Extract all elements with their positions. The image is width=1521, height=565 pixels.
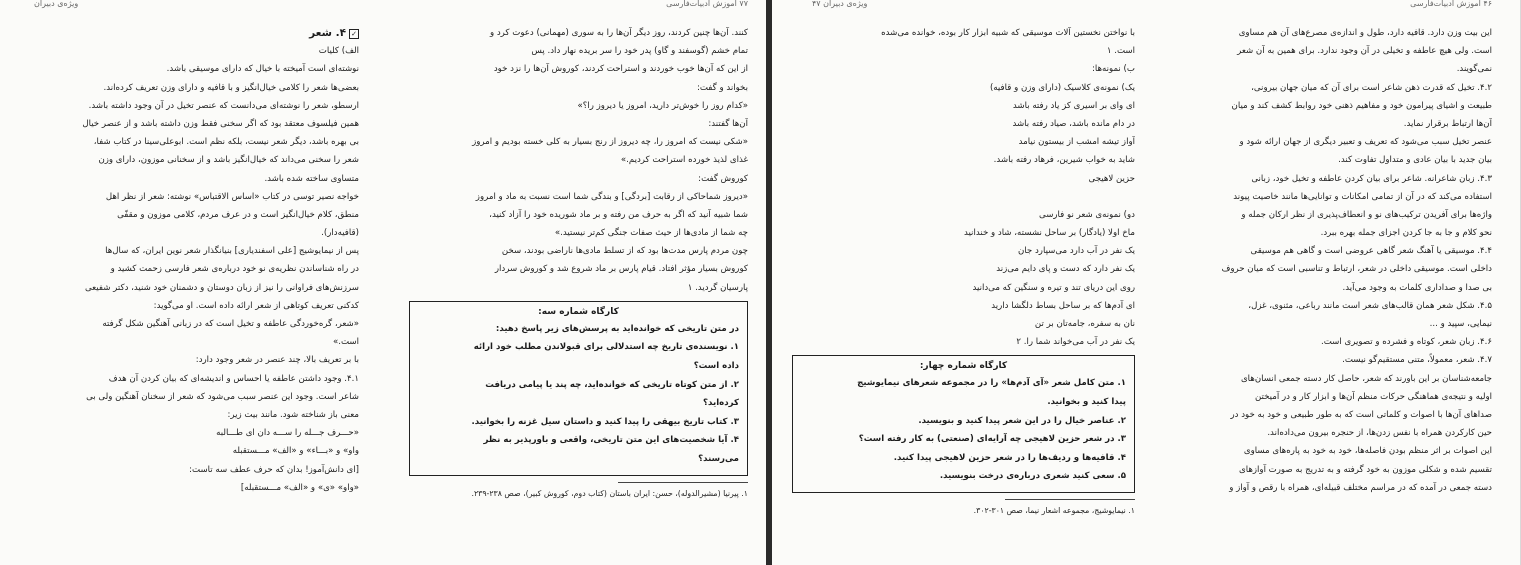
text-line: خواجه نصیر توسی در کتاب «اساس الاقتباس» نوشته: شعر از نظر اهل [105, 191, 359, 202]
text-line [792, 188, 1135, 206]
text-line: ۴.۱. وجود داشتن عاطفه یا احساس و اندیشه‌ای که بیان کردن آن هدف [108, 373, 359, 384]
text-line: ۵. سعی کنید شعری درباره‌ی درخت بنویسید. [939, 471, 1126, 482]
text-line: پس از نیمایوشیج [علی اسفندیاری] بنیانگذار شعر نوین ایران، که سال‌ها [105, 246, 359, 257]
text-line: با بر تعریف بالا، چند عنصر در شعر وجود دارد: [195, 355, 359, 366]
text-block [792, 24, 1135, 351]
text-line: واو» و «بـــاء» و «الف» مـــستقبله [232, 446, 359, 457]
text-line: آن‌ها گفتند: [708, 118, 748, 129]
text-line: عنصر تخیل سبب می‌شود که تعریف و تعبیر دیگری از جهان ارائه شود و [1239, 137, 1492, 148]
text-line: بی بهره باشد، دیگر شعر نیست، بلکه نظم است. ابوعلی‌سینا در کتاب شفا، [93, 137, 359, 148]
book-page-left-left [0, 0, 385, 565]
text-block [409, 24, 748, 297]
text-line: دسته جمعی در آمده که در مراسم مختلف قبیله‌ای، همراه با رقص و آواز و [1229, 482, 1492, 493]
book-page-left-right [385, 0, 767, 565]
section-heading: ✓۴. شعر [14, 24, 359, 42]
text-line: ۱. نویسنده‌ی تاریخ چه استدلالی برای قبولاندن مطلب خود ارائه [473, 342, 739, 353]
text-line: آن‌ها ارتباط برقرار نماید. [1403, 118, 1492, 129]
text-line: ۴. قافیه‌ها و ردیف‌ها را در شعر حزین لاهیجی پیدا کنید. [893, 452, 1126, 463]
text-line: با نواختن نخستین آلات موسیقی که شبیه ابزار کار بوده، خوانده می‌شده [881, 28, 1135, 38]
footnote-rule [618, 482, 748, 483]
text-line: نیمایی، سپید و ... [1429, 319, 1492, 329]
text-line: شاعر است. وجود این عنصر سبب می‌شود که شعر از سخنان آهنگین ولی بی [86, 391, 359, 402]
text-line: ۴.۳. زبان شاعرانه. شاعر برای بیان کردن عاطفه و تخیل خود، زبانی [1251, 173, 1492, 184]
page-header: ۴۷ ویژه‌ی دبیران [812, 0, 868, 8]
text-line: ای آدم‌ها که بر ساحل بساط دلگشا دارید [991, 300, 1135, 311]
text-line: است.» [332, 337, 359, 348]
text-line: ۴.۷. شعر، معمولاً، متنی مستقیم‌گو نیست. [1342, 355, 1492, 366]
text-line: غذای لذیذ خورده استراحت کردیم.» [620, 155, 748, 166]
text-line: «شکی نیست که امروز را، چه دیروز از رنج بسیار به کلی خسته بودیم و امروز [472, 137, 748, 148]
text-line: می‌رسند؟ [698, 453, 739, 464]
text-line: کنند. آن‌ها چنین کردند، روز دیگر آن‌ها را به سوری (مهمانی) دعوت کرد و [489, 28, 748, 38]
text-line: سرزنش‌های فراوانی را نیز از زبان دوستان و دشمنان خود شنید، دکتر شفیعی [84, 282, 359, 293]
text-line: ۲. از متن کوتاه تاریخی که خوانده‌اید، چه پند یا پیامی دریافت [485, 379, 739, 390]
text-line: «حـــرف جـــله را ســـه دان ای طـــالبه [216, 428, 359, 439]
text-block [14, 42, 359, 497]
text-line: حین کارکردن همراه با نفس زدن‌ها، از حنجره بیرون می‌داده‌اند. [1267, 428, 1492, 439]
footnote: ۱. نیمایوشیج، مجموعه اشعار نیما، صص ۳۰۱-۳۰۲. [973, 505, 1135, 515]
page-header: ۷۷ آموزش ادبیات‌فارسی [666, 0, 748, 8]
text-line: ارسطو، شعر را نوشته‌ای می‌دانست که عنصر تخیل در آن وجود داشته باشد. [88, 100, 359, 111]
text-line: منطق، کلام خیال‌انگیز است و در عرف مردم، کلامی موزون و مقفّی [117, 209, 359, 220]
text-line: تمام خشم (گوسفند و گاو) پدر خود را سر بریده نهار داد. پس [531, 46, 748, 57]
text-line: جامعه‌شناسان بر این باورند که شعر، حاصل کار دسته جمعی انسان‌های [1240, 373, 1492, 384]
text-line: اولیه و نتیجه‌ی هماهنگی حرکات منظم آن‌ها و ابزار کار و در آمیختن [1254, 391, 1492, 402]
text-line: شاید به خواب شیرین، فرهاد رفته باشد. [993, 155, 1135, 166]
text-line: بخواند و گفت: [696, 82, 748, 93]
text-line: معنی باز شناخته شود. مانند بیت زیر: [227, 409, 359, 420]
workshop-title: کارگاه شماره سه: [538, 306, 619, 317]
text-line: از این که آن‌ها خوب خوردند و استراحت کردند، کوروش آن‌ها را نزد خود [493, 64, 748, 75]
text-line: کدکنی تعریف کوتاهی از شعر ارائه داده است. او می‌گوید: [153, 300, 359, 311]
text-line: یک نفر در آب دارد می‌سپارد جان [1018, 246, 1135, 257]
workshop-box [409, 301, 748, 476]
text-line: صداهای آن‌ها با اصوات و کلماتی است که به طور طبیعی و خود به خود در [1230, 409, 1492, 420]
text-line: کوروش گفت: [698, 173, 748, 184]
text-line: ماخ اولا (یادگار) بر ساحل نشسته، شاد و خندانید [963, 228, 1135, 239]
workshop-title: کارگاه شماره چهار: [919, 361, 1008, 372]
text-line: دو) نمونه‌ی شعر نو فارسی [1039, 209, 1135, 220]
text-line: نحو کلام و جا به جا کردن اجزای جمله بهره ببرد. [1320, 228, 1492, 239]
text-line: است. ۱ [1106, 46, 1135, 57]
text-line: حزین لاهیجی [1088, 173, 1135, 184]
text-line: داده است؟ [693, 361, 739, 371]
text-line: ب) نمونه‌ها: [1091, 64, 1135, 75]
text-line: «کدام روز را خوش‌تر دارید، امروز یا دیروز را؟» [577, 100, 748, 111]
text-line: است. ولی هیچ عاطفه و تخیلی در آن وجود ندارد. برای همین به آن شعر [1237, 46, 1492, 57]
text-line: همین فیلسوف معتقد بود که اگر سخنی فقط وزن داشته باشد و از عنصر خیال [82, 118, 359, 129]
text-line: متساوی ساخته شده باشد. [264, 173, 359, 184]
text-line: شعر را سخنی می‌داند که خیال‌انگیز باشد و از سخنانی موزون، دارای وزن [98, 155, 359, 166]
text-line: در متن تاریخی که خوانده‌اید به پرسش‌های زیر پاسخ دهید: [495, 323, 739, 334]
text-line: ۴.۵. شکل شعر همان قالب‌های شعر است مانند رباعی، مثنوی، غزل، [1248, 300, 1492, 311]
text-line: یک) نمونه‌ی کلاسیک (دارای وزن و قافیه) [989, 82, 1135, 93]
text-line: بی صدا و صداداری کلمات به وجود می‌آید. [1342, 282, 1492, 293]
text-line: بعضی‌ها شعر را کلامی خیال‌انگیز و با قافیه و دارای وزن تعریف کرده‌اند. [103, 82, 359, 93]
text-line: چون مردم پارس مدت‌ها بود که از تسلط مادی‌ها ناراضی بودند، سخن [501, 246, 748, 257]
text-line: ۴. آیا شخصیت‌های این متن تاریخی، واقعی و باورپذیر به نظر [483, 435, 739, 446]
text-line: نان به سفره، جامه‌تان بر تن [1034, 319, 1135, 329]
page-header: ۴۶ آموزش ادبیات‌فارسی [1410, 0, 1492, 8]
workshop-items [801, 374, 1126, 486]
text-line: یک نفر دارد که دست و پای دایم می‌زند [996, 264, 1135, 275]
text-line: این اصوات بر اثر منظم بودن فاصله‌ها، خود به خود به پاره‌های مساوی [1243, 446, 1492, 457]
text-line: آواز تیشه امشب از بیستون نیامد [1018, 137, 1135, 148]
text-line: کوروش بسیار مؤثر افتاد. قیام پارس بر ماد شروع شد و کوروش سردار [494, 264, 748, 275]
text-line: بیان جدید با بیان عادی و متداول تفاوت کند. [1338, 155, 1492, 166]
footnote-rule [1005, 499, 1135, 500]
book-page-right-right [1157, 0, 1521, 565]
text-line: ۴.۴. موسیقی یا آهنگ شعر گاهی عروضی است و گاهی هم موسیقی [1250, 246, 1492, 257]
text-line: شما شبیه آنید که اگر به حرف من رفته و بر ماد شوریده خود را آزاد کنید، [489, 209, 748, 220]
page-header: ویژه‌ی دبیران [34, 0, 79, 8]
text-line: واژه‌ها برای آفریدن ترکیب‌های نو و انعطاف‌پذیری از نظر ارکان جمله و [1241, 209, 1492, 220]
text-line: روی این دریای تند و تیره و سنگین که می‌دانید [972, 282, 1135, 293]
text-line: (قافیه‌دار). [321, 228, 359, 239]
text-block [1169, 24, 1492, 497]
footnote: ۱. پیرنیا (مشیرالدوله)، حسن: ایران باستان (کتاب دوم، کوروش کبیر)، صص ۲۳۸-۲۳۹. [471, 488, 748, 498]
text-line: نوشته‌ای است آمیخته با خیال که دارای موسیقی باشد. [166, 64, 359, 75]
text-line: ۳. کتاب تاریخ بیهقی را پیدا کنید و داستان سیل غزنه را بخوانید. [471, 416, 739, 427]
workshop-items [418, 320, 739, 469]
text-line: ای وای بر اسیری کز یاد رفته باشد [1012, 100, 1135, 111]
checkbox-icon: ✓ [349, 29, 359, 39]
text-line: این بیت وزن دارد. قافیه دارد، طول و اندازه‌ی مصرع‌های آن هم مساوی [1238, 28, 1492, 38]
text-line: استفاده می‌کند که در آن از تمامی امکانات و توانایی‌ها مانند خاصیت پیوند [1233, 191, 1492, 202]
text-line: الف) کلیات [318, 46, 359, 57]
text-line: ۱. متن کامل شعر «آی آدم‌ها» را در مجموعه شعرهای نیمایوشیج [857, 378, 1126, 389]
text-line: کرده‌اید؟ [703, 398, 739, 409]
text-line: پیدا کنید و بخوانید. [1047, 396, 1126, 407]
workshop-box [792, 355, 1135, 493]
text-line: یک نفر در آب می‌خواند شما را. ۲ [1016, 337, 1135, 348]
text-line: نمی‌گویند. [1456, 64, 1492, 75]
text-line: چه شما از مادی‌ها از حیث صفات جنگی کم‌تر نیستید.» [554, 228, 748, 239]
text-line: طبیعت و اشیای پیرامون خود و مفاهیم ذهنی خود روابط کشف کند و میان [1231, 100, 1492, 111]
text-line: پارسیان گردید. ۱ [687, 282, 748, 293]
text-line: در راه شناساندن نظریه‌ی نو خود درباره‌ی شعر فارسی زحمت کشید و [110, 264, 359, 275]
text-line: «دیروز شماحاکی از رقابت [بردگی] و بندگی شما است نسبت به ماد و امروز [475, 191, 748, 202]
text-line: «واو» «ی» و «الف» مـــستقبله] [240, 482, 359, 493]
text-line: [ای دانش‌آموز! بدان که حرف عطف سه تاست: [189, 464, 359, 475]
text-line: «شعر، گره‌خوردگی عاطفه و تخیل است که در زبانی آهنگین شکل گرفته [102, 319, 359, 329]
text-line: ۴.۶. زبان شعر، کوتاه و فشرده و تصویری است. [1321, 337, 1492, 348]
book-page-right-left [772, 0, 1157, 565]
text-line: ۴.۲. تخیل که قدرت ذهن شاعر است برای آن که میان جهان بیرونی، [1251, 82, 1492, 93]
text-line: تقسیم شده و شکلی موزون به خود گرفته و به تدریج به صورت آوازهای [1239, 464, 1492, 475]
text-line: داخلی است. موسیقی داخلی در شعر، ارتباط و تناسبی است که میان حروف [1221, 264, 1492, 275]
text-line: ۲. عناصر خیال را در این شعر پیدا کنید و بنویسید. [918, 415, 1126, 426]
text-line: ۳. در شعر حزین لاهیجی چه آرایه‌ای (صنعتی) به کار رفته است؟ [858, 434, 1126, 445]
text-line: در دام مانده باشد، صیاد رفته باشد [1012, 118, 1135, 129]
